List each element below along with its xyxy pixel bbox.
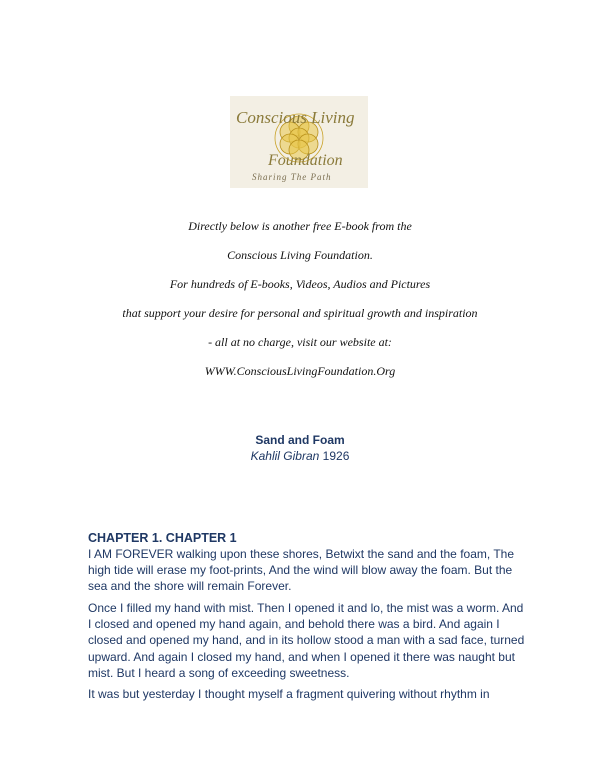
intro-line-1: Directly below is another free E-book from the xyxy=(188,219,412,233)
intro-line-3: For hundreds of E-books, Videos, Audios and Pictures xyxy=(169,277,431,291)
paragraph-1: I AM FOREVER walking upon these shores, Betwixt the sand and the foam, The high tide will erase my foot-prints, And the wind will blow away the foam. But the sea and the shore will remain Forever. xyxy=(88,547,514,594)
logo-line1: Conscious Living xyxy=(236,108,355,127)
intro-line-4: that support your desire for personal and spiritual growth and inspiration xyxy=(122,306,478,320)
book-author: Kahlil Gibran xyxy=(250,449,320,463)
paragraph-3: It was but yesterday I thought myself a fragment quivering without rhythm in xyxy=(88,687,490,701)
website-url[interactable]: WWW.ConsciousLivingFoundation.Org xyxy=(204,364,396,378)
logo-tagline: Sharing The Path xyxy=(252,172,332,182)
book-year: 1926 xyxy=(322,449,350,463)
logo xyxy=(230,96,368,188)
intro-line-2: Conscious Living Foundation. xyxy=(227,248,373,262)
logo-line2: Foundation xyxy=(268,152,343,169)
book-title-line xyxy=(0,433,600,447)
book-title: Sand and Foam xyxy=(255,433,345,447)
paragraph-2: Once I filled my hand with mist. Then I opened it and lo, the mist was a worm. And I closed and opened my hand again, and behold there was a bird. And again I closed and opened my hand, and in its hollow stood a man with a sad face, turned upward. And again I closed my hand, and when I opened it there was naught but mist. But I heard a song of exceeding sweetness. xyxy=(88,601,525,680)
chapter-heading: CHAPTER 1. CHAPTER 1 xyxy=(88,531,237,545)
book-author-line xyxy=(0,449,600,463)
intro-line-5: - all at no charge, visit our website at: xyxy=(208,335,392,349)
